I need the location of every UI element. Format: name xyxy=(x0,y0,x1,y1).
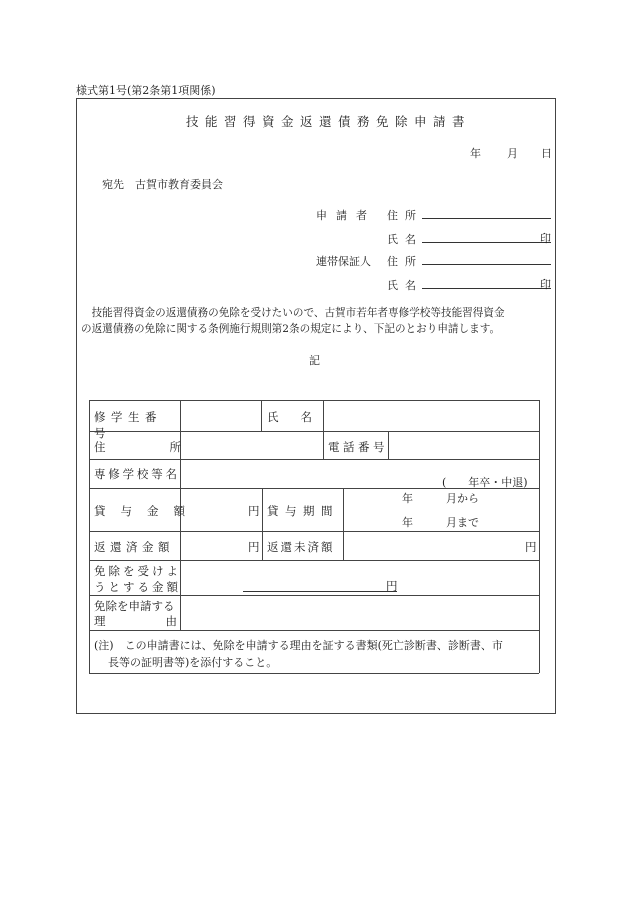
school-graduation-note: ( 年卒・中退) xyxy=(442,476,528,489)
name-label: 氏名 xyxy=(267,410,334,424)
ki-label: 記 xyxy=(309,354,320,367)
name-field[interactable] xyxy=(324,401,538,431)
repaid-amount-label: 返還済金額 xyxy=(94,540,174,554)
unpaid-amount-yen: 円 xyxy=(525,540,537,554)
guarantor-address-line[interactable] xyxy=(422,264,551,265)
date-day: 日 xyxy=(541,147,552,160)
applicant-label: 申請者 xyxy=(316,209,376,222)
applicant-address-label: 住所 xyxy=(387,209,423,222)
addressee: 宛先 古賀市教育委員会 xyxy=(102,178,223,191)
note-line-1: (注) この申請書には、免除を申請する理由を証する書類(死亡診断書、診断書、市 xyxy=(94,639,503,652)
exempt-amount-line[interactable] xyxy=(243,591,397,592)
applicant-seal: 印 xyxy=(540,232,551,245)
repaid-amount-yen: 円 xyxy=(248,540,260,554)
reason-label-1: 免除を申請する xyxy=(94,599,175,613)
address-label: 住所 xyxy=(94,440,245,454)
body-line-2: の返還債務の免除に関する条例施行規則第2条の規定により、下記のとおり申請します。 xyxy=(81,323,501,335)
loan-amount-label: 貸与金額 xyxy=(94,504,200,518)
date-month: 月 xyxy=(507,147,518,160)
applicant-name-label: 氏名 xyxy=(387,233,423,246)
student-number-label: 修学生番号 xyxy=(94,410,162,440)
date-year: 年 xyxy=(470,147,481,160)
guarantor-name-label: 氏名 xyxy=(387,279,423,292)
loan-period-label: 貸与期間 xyxy=(267,504,339,518)
body-line-1: 技能習得資金の返還債務の免除を受けたいので、古賀市若年者専修学校等技能習得資金 xyxy=(81,307,505,319)
school-label: 専修学校等名 xyxy=(94,467,180,481)
reason-field[interactable] xyxy=(181,596,538,630)
applicant-name-line[interactable] xyxy=(422,242,551,243)
exempt-amount-yen: 円 xyxy=(386,579,398,593)
student-number-field[interactable] xyxy=(181,401,261,431)
form-number: 様式第1号(第2条第1項関係) xyxy=(76,84,216,97)
phone-label: 電話番号 xyxy=(328,440,388,454)
applicant-address-line[interactable] xyxy=(422,218,551,219)
guarantor-address-label: 住所 xyxy=(387,255,423,268)
reason-label-2: 理由 xyxy=(94,614,237,628)
unpaid-amount-label: 返還未済額 xyxy=(267,540,335,554)
loan-amount-yen: 円 xyxy=(248,504,260,518)
unpaid-amount-field[interactable] xyxy=(344,532,538,560)
guarantor-name-line[interactable] xyxy=(422,288,551,289)
loan-period-from[interactable]: 年 月から xyxy=(402,492,479,505)
address-field[interactable] xyxy=(181,432,323,459)
guarantor-seal: 印 xyxy=(540,278,551,291)
phone-field[interactable] xyxy=(389,432,538,459)
form-title: 技能習得資金返還債務免除申請書 xyxy=(186,114,472,129)
exempt-amount-label-1: 免除を受けよ xyxy=(94,564,181,578)
loan-period-to[interactable]: 年 月まで xyxy=(402,516,479,529)
note-line-2: 長等の証明書等)を添付すること。 xyxy=(108,656,278,669)
exempt-amount-label-2: うとする金額 xyxy=(94,580,181,594)
guarantor-label: 連帯保証人 xyxy=(316,255,371,268)
